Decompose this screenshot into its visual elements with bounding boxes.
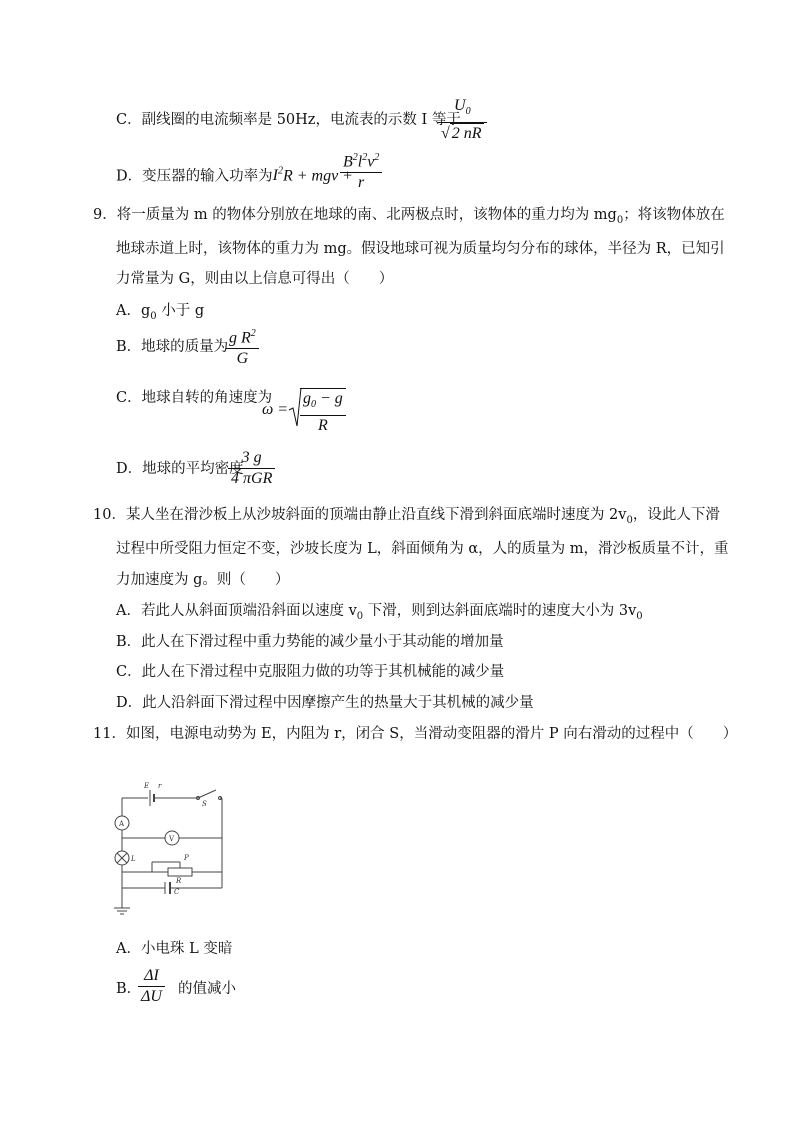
- q9-option-c-fraction: $\frac{g_0 - g}{R}$: [300, 388, 346, 436]
- q10-line3: 力加速度为 g。则（ ）: [116, 572, 290, 588]
- circuit-label-s: S: [202, 800, 207, 808]
- q11-line1: 11．如图，电源电动势为 E，内阻为 r，闭合 S，当滑动变阻器的滑片 P 向右滑动的过程中（ ）: [93, 726, 738, 742]
- q11-option-a: A．小电珠 L 变暗: [116, 941, 233, 957]
- circuit-label-l: L: [131, 855, 136, 863]
- q9-option-c: C．地球自转的角速度为: [116, 390, 273, 406]
- q8-option-c: [116, 110, 461, 130]
- circuit-label-r: r: [158, 782, 162, 790]
- circuit-label-p: P: [184, 854, 189, 862]
- q11-option-b-tail: 的值减小: [178, 981, 236, 997]
- q10-option-b: B．此人在下滑过程中重力势能的减少量小于其动能的增加量: [116, 634, 504, 650]
- q8-option-c-text: C．副线圈的电流频率是 50Hz，电流表的示数 I 等于: [116, 112, 461, 128]
- q8-option-d-expr: R + mgv +: [282, 167, 353, 185]
- q10-line1: 10．某人坐在滑沙板上从沙坡斜面的顶端由静止沿直线下滑到斜面底端时速度为 $2v_0$，设此人下滑: [93, 507, 720, 526]
- q8-option-d-text: D．变压器的输入功率为: [116, 168, 273, 185]
- q11-option-b-prefix: B．: [116, 981, 142, 997]
- q9-option-a: A．$g_0$ 小于 g: [116, 303, 205, 322]
- q8-option-d-fraction: $\frac{B^2l^2v^2}{r}$: [340, 148, 382, 193]
- q9-option-d: D．地球的平均密度: [116, 461, 244, 477]
- q9-option-b: B．地球的质量为: [116, 339, 229, 355]
- circuit-label-v: V: [169, 835, 175, 843]
- q10-line2: 过程中所受阻力恒定不变，沙坡长度为 L，斜面倾角为 α，人的质量为 m，滑沙板质量不计，重: [116, 541, 729, 557]
- circuit-label-a: A: [119, 820, 125, 828]
- q9-line1: 9．将一质量为 m 的物体分别放在地球的南、北两极点时，该物体的重力均为 $mg_0$；将该物体放在: [93, 207, 725, 226]
- circuit-label-r-rheostat: R: [176, 877, 182, 885]
- circuit-label-c: C: [174, 888, 180, 896]
- q9-option-b-fraction: $\frac{g R^2}{G}$: [226, 324, 259, 369]
- q10-option-d: D．此人沿斜面下滑过程中因摩擦产生的热量大于其机械的减少量: [116, 695, 534, 711]
- q8-option-d: D．变压器的输入功率为$I^2R$ + mgv +: [116, 166, 353, 185]
- q11-circuit-diagram: [110, 768, 250, 918]
- q9-line2: 地球赤道上时，该物体的重力为 mg。假设地球可视为质量均匀分布的球体，半径为 R，已知引: [116, 241, 725, 257]
- circuit-label-e: E: [144, 782, 150, 790]
- q9-option-d-fraction: 3 g 4 πGR: [228, 448, 275, 489]
- q10-option-c: C．此人在下滑过程中克服阻力做的功等于其机械能的减少量: [116, 664, 505, 680]
- q8-option-c-fraction: $\frac{U_0}{√ 2 nR}$: [438, 96, 487, 144]
- q10-option-a: A．若此人从斜面顶端沿斜面以速度 $v_0$ 下滑，则到达斜面底端时的速度大小为 $3v_0$: [116, 603, 643, 622]
- q9-option-c-omega: ω =: [262, 401, 289, 418]
- q11-option-b-fraction: $\frac{\Delta I}{\Delta U}$: [138, 966, 165, 1007]
- q9-line3: 力常量为 G，则由以上信息可得出（ ）: [116, 271, 394, 287]
